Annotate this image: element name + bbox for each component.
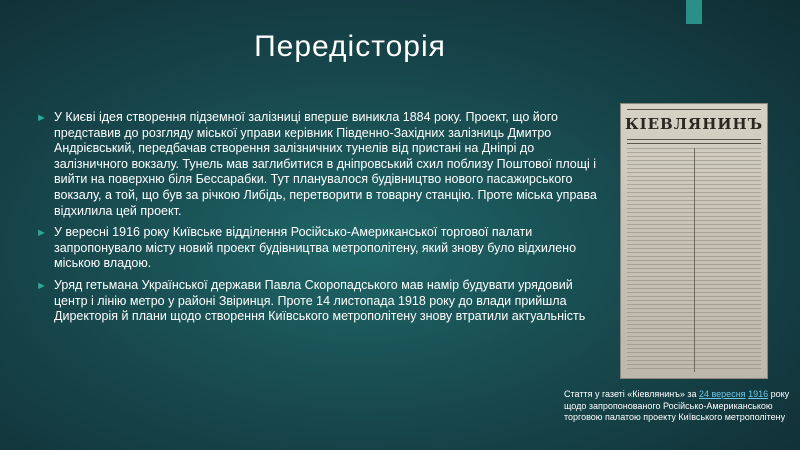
- bullet-list: [36, 110, 606, 331]
- bullet-text: У Києві ідея створення підземної залізниці вперше виникла 1884 року. Проект, що його представив до розгляду міської управи керівник Південно-Західних залізниць Дмитро Андрієвський, передбачав створення залізничних тунелів від пристані на Дніпрі до залізничного вокзалу. Тунель мав заглибитися в дніпровський схил поблизу Поштової площі і вийти на поверхню біля Бессарабки. Тут планувалося будівництво нового пасажирського вокзалу, а той, що був за річкою Либідь, перетворити в товарну станцію. Проте міська управа відхилила цей проект.: [54, 110, 597, 218]
- bullet-text: Уряд гетьмана Української держави Павла Скоропадського мав намір будувати урядовий центр і лінію метро у районі Звіринця. Проте 14 листопада 1918 року до влади прийшла Директорія й плани щодо створення Київського метрополітену знову втратили актуальність: [54, 277, 586, 324]
- accent-bar: [686, 0, 702, 24]
- bullet-item: [36, 110, 606, 219]
- divider: [627, 139, 761, 140]
- caption-prefix: Стаття у газеті «Кіевлянинъ» за: [564, 389, 699, 399]
- slide-title: Передісторія: [254, 30, 446, 63]
- bullet-item: [36, 278, 606, 325]
- arrow-bullet-icon: ►: [36, 227, 47, 240]
- arrow-bullet-icon: ►: [36, 112, 47, 124]
- column-divider: [694, 148, 695, 372]
- year-link[interactable]: 1916: [748, 389, 769, 399]
- image-caption: [564, 389, 800, 424]
- newspaper-image: [621, 104, 767, 378]
- bullet-item: [36, 225, 606, 272]
- divider: [627, 109, 761, 110]
- caption-suffix: року щодо запропонованого Російсько-Американською торговою палатою проекту Київського метрополітену: [564, 389, 790, 422]
- bullet-text: У вересні 1916 року Київське відділення Російсько-Американської торгової палати запропонувало місту новий проект будівництва метрополітену, який знову було відхилено міською владою.: [54, 225, 577, 271]
- date-link[interactable]: 24 вересня: [698, 389, 746, 399]
- arrow-bullet-icon: ►: [36, 279, 47, 292]
- divider: [627, 143, 761, 144]
- newspaper-masthead: КІЕВЛЯНИНЪ: [624, 115, 764, 133]
